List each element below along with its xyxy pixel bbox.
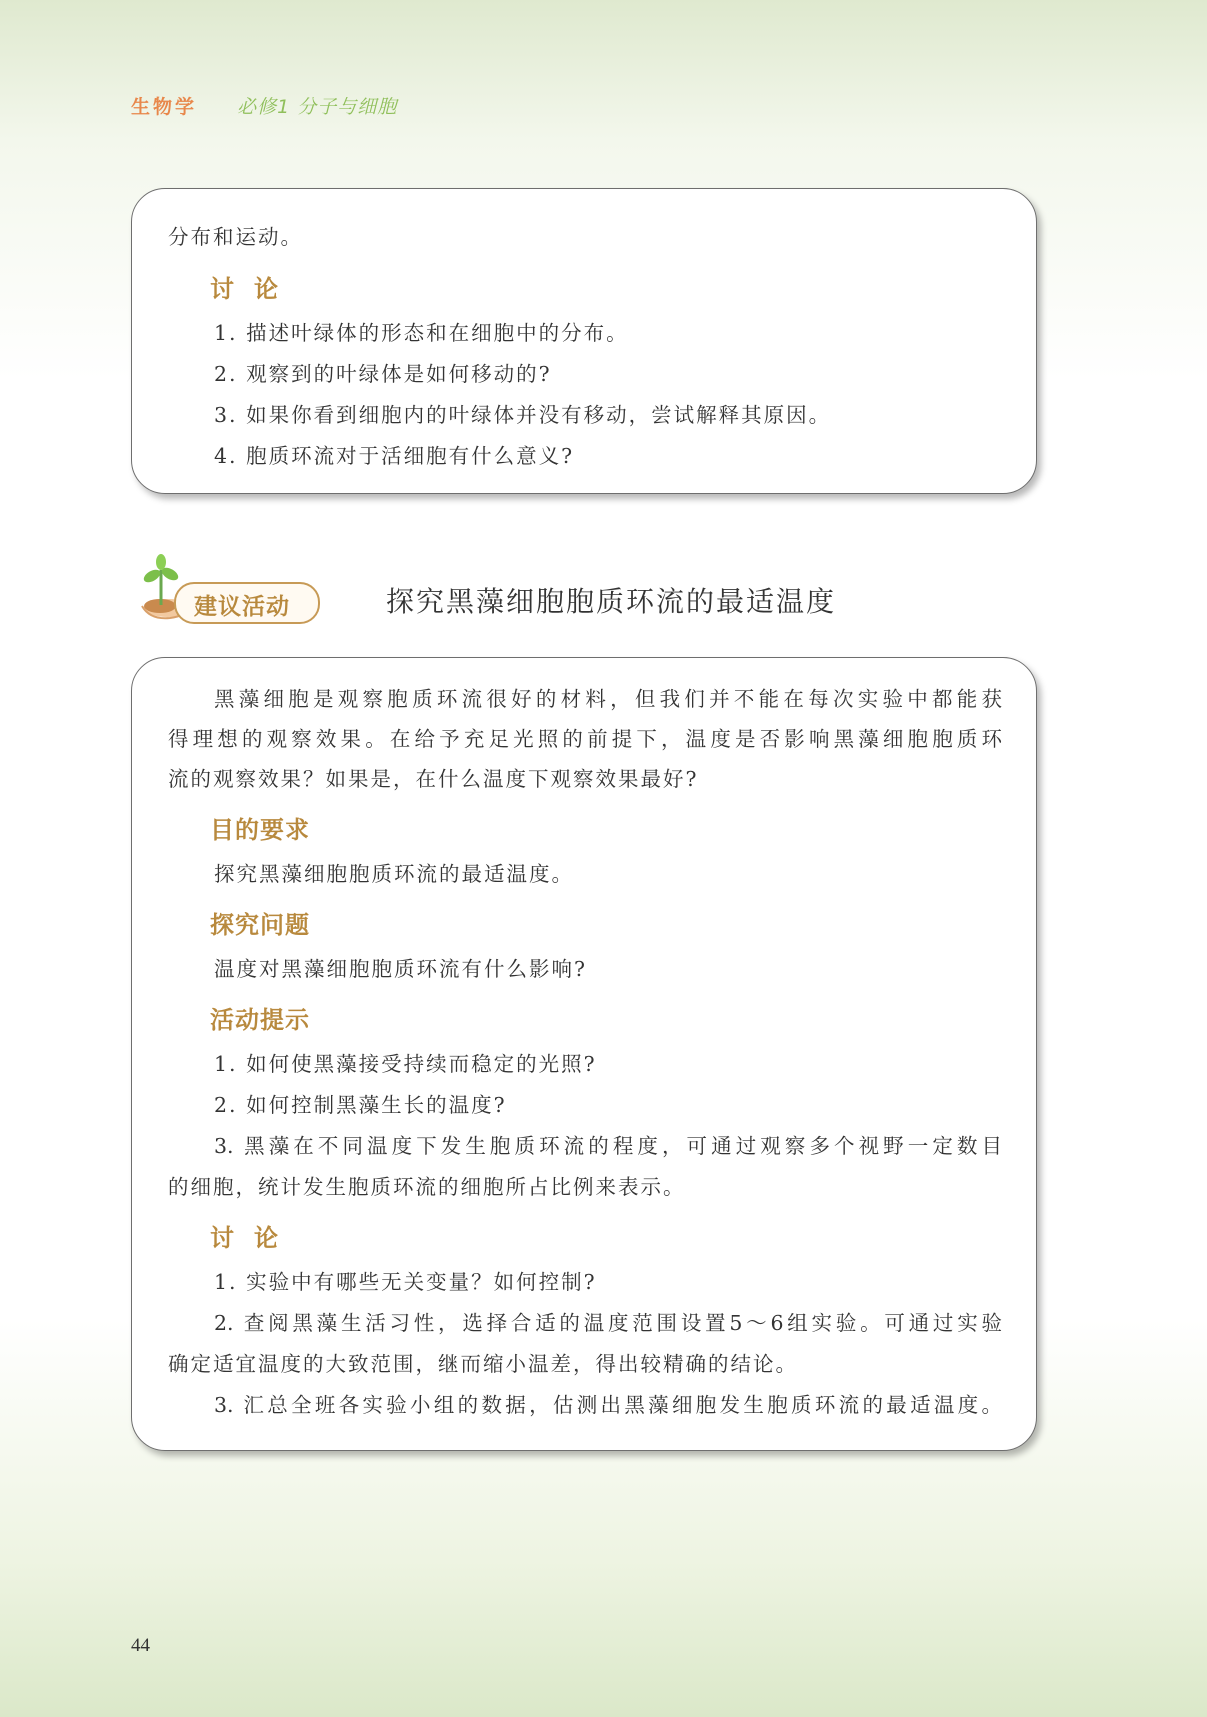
discussion-box — [131, 188, 1037, 494]
discussion-item: 1. 实验中有哪些无关变量？如何控制? — [214, 1270, 597, 1294]
hint-item: 1. 如何使黑藻接受持续而稳定的光照? — [214, 1052, 597, 1076]
intro-line: 得理想的观察效果。在给予充足光照的前提下，温度是否影响黑藻细胞胞质环 — [168, 727, 1002, 751]
hint-item: 3. 黑藻在不同温度下发生胞质环流的程度，可通过观察多个视野一定数目 — [214, 1134, 1002, 1158]
discussion-item: 2. 观察到的叶绿体是如何移动的? — [214, 362, 552, 386]
running-header — [131, 92, 397, 119]
intro-line: 流的观察效果？如果是，在什么温度下观察效果最好? — [168, 767, 699, 791]
purpose-text: 探究黑藻细胞胞质环流的最适温度。 — [214, 862, 574, 886]
discussion-item: 4. 胞质环流对于活细胞有什么意义? — [214, 444, 575, 468]
discussion-heading: 讨论 — [210, 1224, 298, 1252]
intro-line: 黑藻细胞是观察胞质环流很好的材料，但我们并不能在每次实验中都能获 — [214, 687, 1002, 711]
activity-box — [131, 657, 1037, 1451]
header-volume: 必修1 分子与细胞 — [237, 96, 398, 118]
header-subject: 生物学 — [131, 96, 198, 118]
discussion-item: 2. 查阅黑藻生活习性，选择合适的温度范围设置5～6组实验。可通过实验 — [214, 1311, 1002, 1335]
activity-badge — [128, 548, 328, 628]
page-number: 44 — [131, 1635, 150, 1656]
activity-title: 探究黑藻细胞胞质环流的最适温度 — [386, 585, 837, 618]
hint-item-cont: 的细胞，统计发生胞质环流的细胞所占比例来表示。 — [168, 1175, 686, 1199]
discussion-item-cont: 确定适宜温度的大致范围，继而缩小温差，得出较精确的结论。 — [168, 1352, 798, 1376]
discussion-heading: 讨论 — [210, 275, 298, 303]
box1-intro: 分布和运动。 — [168, 225, 303, 249]
purpose-heading: 目的要求 — [210, 816, 310, 844]
discussion-item: 3. 汇总全班各实验小组的数据，估测出黑藻细胞发生胞质环流的最适温度。 — [214, 1393, 1002, 1417]
hint-item: 2. 如何控制黑藻生长的温度? — [214, 1093, 507, 1117]
discussion-item: 3. 如果你看到细胞内的叶绿体并没有移动，尝试解释其原因。 — [214, 403, 832, 427]
question-text: 温度对黑藻细胞胞质环流有什么影响? — [214, 957, 587, 981]
hints-heading: 活动提示 — [210, 1006, 310, 1034]
question-heading: 探究问题 — [210, 911, 310, 939]
activity-label: 建议活动 — [194, 594, 290, 620]
discussion-item: 1. 描述叶绿体的形态和在细胞中的分布。 — [214, 321, 629, 345]
